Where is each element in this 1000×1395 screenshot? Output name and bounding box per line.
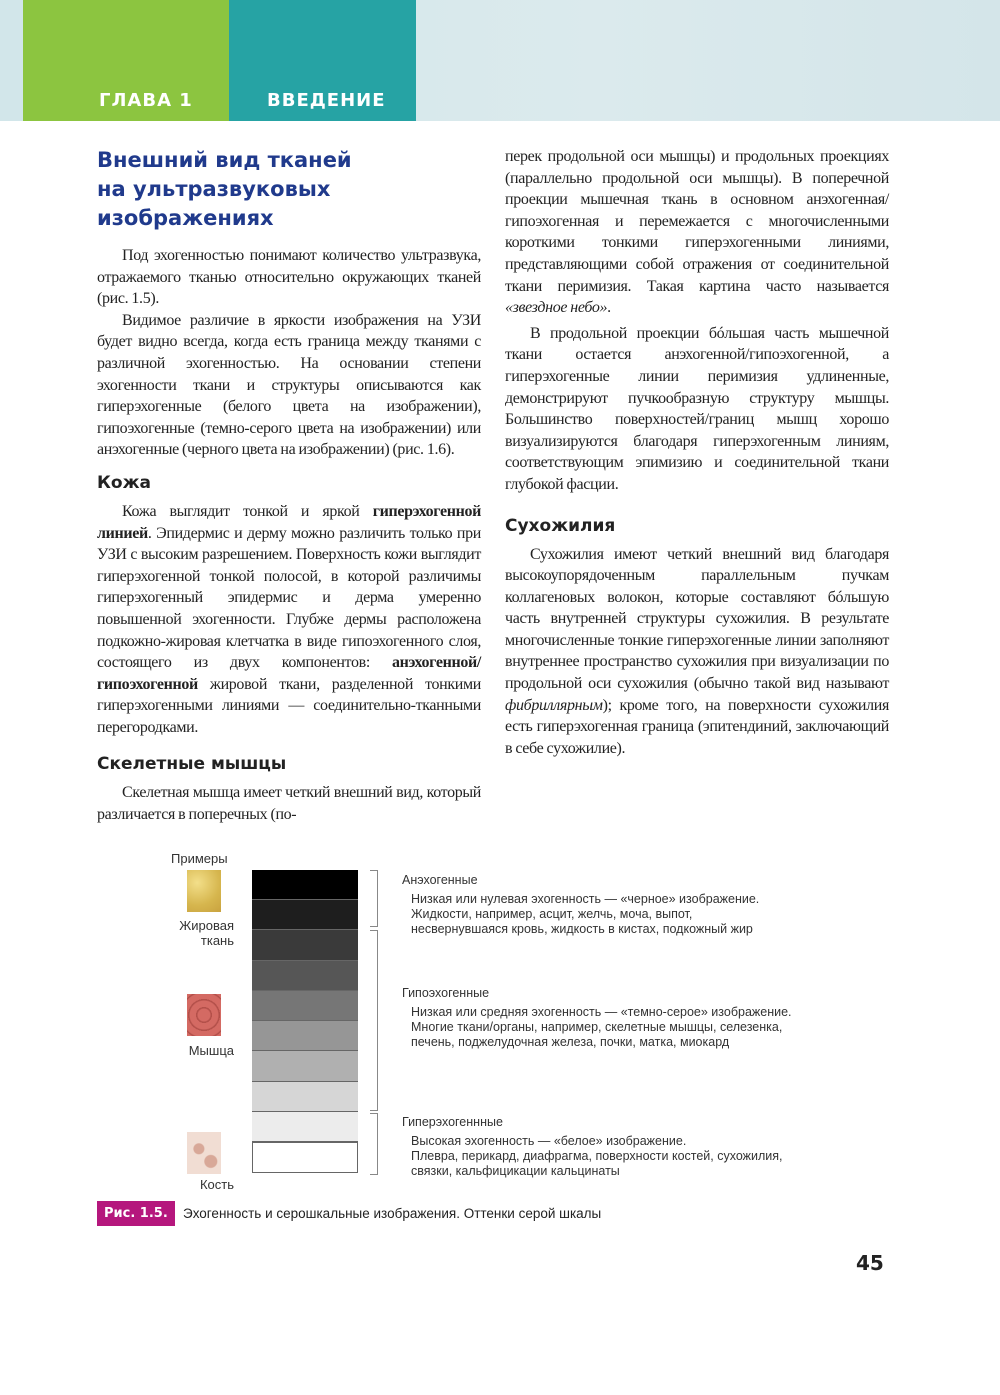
page-number: 45 <box>856 1250 884 1275</box>
group-line: печень, поджелудочная железа, почки, матка, миокард <box>411 1034 730 1049</box>
muscle-image <box>187 994 221 1036</box>
grayscale-step <box>252 1082 358 1112</box>
bone-image <box>187 1132 221 1174</box>
group-line: Жидкости, например, асцит, желчь, моча, выпот, <box>411 906 693 921</box>
paragraph: Под эхогенностью понимают количество ультразвука, отражаемого тканью относительно окружающих тканей (рис. 1.5). <box>97 247 481 308</box>
paragraph-muscle: Скелетная мышца имеет четкий внешний вид, который различается в поперечных (по- <box>97 784 481 824</box>
paragraph: В продольной проекции бóльшая часть мышечной ткани остается анэхогенной/гипоэхогенной, а гиперэхогенные линии перимизия удлиненные, демонстрируют пучкообразную структуру мышцы. Большинство поверхностей/границ мышц хорошо визуализируются благодаря гиперэхогенным линиям, соответствующим эпимизию и соединительной ткани глубокой фасции. <box>505 324 889 493</box>
paragraph: Видимое различие в яркости изображения на УЗИ будет видно всегда, когда есть граница между тканями с различной эхогенностью. На основании степени эхогенности ткани и структуры описываются как гиперэхогенные (белого цвета на изображении), гипоэхогенные (темно-серого цвета на изображении) или анэхогенные (черного цвета на изображении) (рис. 1.6). <box>97 311 481 459</box>
grayscale-step <box>252 1112 358 1142</box>
grayscale-step <box>252 870 358 900</box>
header-band <box>0 0 1000 121</box>
group-line: связки, кальфицикации кальцинаты <box>411 1163 620 1178</box>
chapter-tab <box>23 0 229 121</box>
paragraph-tendon: Сухожилия имеют четкий внешний вид благодаря высокоупорядоченным параллельным пучкам коллагеновых волокон, которые составляют бóльшую часть внутренней структуры сухожилия. В результате многочисленные тонкие гиперэхогенные линии заполняют внутреннее пространство сухожилия при визуализации по продольной оси сухожилия (обычно такой вид называют фибриллярным); кроме того, на поверхности сухожилия есть гиперэхогенная граница (эпитендиний, заключающий в себе сухожилие). <box>505 545 889 757</box>
example-muscle: Мышца <box>188 1042 234 1058</box>
section-label: ВВЕДЕНИЕ <box>267 90 386 111</box>
heading-tendon: Сухожилия <box>505 515 616 536</box>
group-line: Плевра, перикард, диафрагма, поверхности костей, сухожилия, <box>411 1148 783 1163</box>
heading-skin: Кожа <box>97 472 151 493</box>
grayscale-step <box>252 961 358 991</box>
grayscale-step <box>252 991 358 1021</box>
caption-text: Эхогенность и серошкальные изображения. Оттенки серой шкалы <box>183 1205 602 1221</box>
chapter-label: ГЛАВА 1 <box>99 90 193 111</box>
brace-hyperechoic <box>370 1113 378 1175</box>
heading-muscle: Скелетные мышцы <box>97 754 287 775</box>
text-columns <box>0 121 1000 826</box>
group-line: Низкая или средняя эхогенность — «темно-серое» изображение. <box>411 1004 792 1019</box>
paragraph: перек продольной оси мышцы) и продольных проекциях (параллельно продольной оси мышцы). В поперечной проекции мышечная ткань в основном анэхогенная/гипоэхогенная и перемежается с многочисленными короткими тонкими гиперэхогенными линиями, представляющими собой отражения от соединительной ткани перимизия. Такая картина часто называется «звездное небо». <box>505 148 889 317</box>
group-line: несвернувшаяся кровь, жидкость в кистах, подкожный жир <box>411 921 753 936</box>
group-line: Высокая эхогенность — «белое» изображение. <box>411 1133 687 1148</box>
figure-echogenicity <box>0 848 1000 1233</box>
grayscale-step <box>252 930 358 960</box>
brace-anechoic <box>370 870 378 927</box>
examples-label: Примеры <box>171 850 228 866</box>
group-line: Низкая или нулевая эхогенность — «черное» изображение. <box>411 891 760 906</box>
right-column <box>505 146 889 826</box>
left-column <box>97 146 481 826</box>
group-title: Гиперэхогеннные <box>402 1114 503 1129</box>
grayscale-step <box>252 1142 358 1172</box>
group-title: Анэхогенные <box>402 872 478 887</box>
example-bone: Кость <box>199 1176 234 1192</box>
grayscale-step <box>252 1051 358 1081</box>
footer <box>0 1233 1000 1293</box>
paragraph-skin: Кожа выглядит тонкой и яркой гиперэхогенной линией. Эпидермис и дерму можно различить только при УЗИ с высоким разрешением. Поверхность кожи выглядит гиперэхогенной тонкой полосой, в которой различимы гиперэхогенный эпидермис и дерма умеренно повышенной эхогенности. Глубже дермы расположена подкожно-жировая клетчатка в виде гипоэхогенного слоя, состоящего из двух компонентов: анэхогенной/гипоэхогенной жировой ткани, разделенной тонкими гиперэхогенными линиями — соединительно-тканными перегородками. <box>97 502 481 736</box>
section-title: Внешний вид тканей на ультразвуковых изображениях <box>97 148 352 230</box>
group-title: Гипоэхогенные <box>402 985 490 1000</box>
brace-hypoechoic <box>370 930 378 1111</box>
grayscale-step <box>252 900 358 930</box>
group-line: Многие ткани/органы, например, скелетные мышцы, селезенка, <box>411 1019 783 1034</box>
fat-tissue-image <box>187 870 221 912</box>
grayscale-step <box>252 1021 358 1051</box>
caption-label: Рис. 1.5. <box>97 1201 175 1226</box>
section-tab <box>229 0 416 121</box>
example-fat: Жировая ткань <box>179 917 234 948</box>
